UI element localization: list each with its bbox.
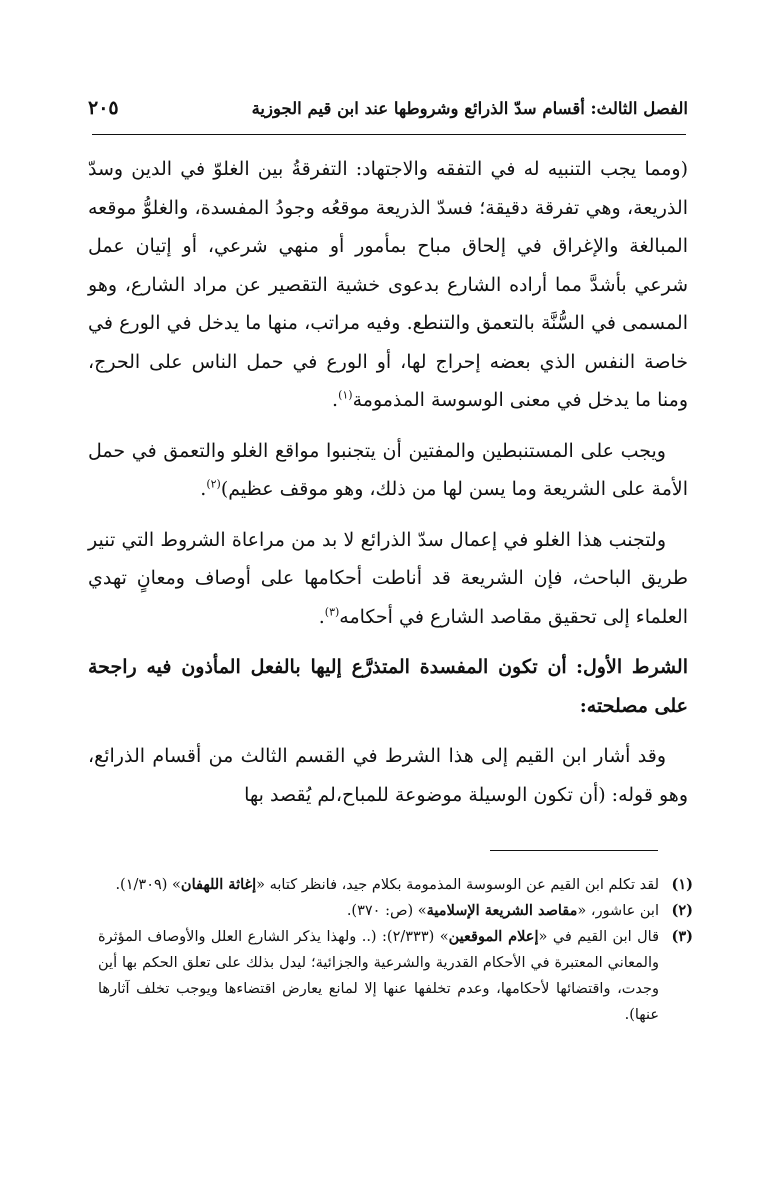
- paragraph-1-end: .: [332, 389, 339, 411]
- footnote-text: [98, 898, 659, 924]
- paragraph-1-text: (ومما يجب التنبيه له في التفقه والاجتهاد: التفرقةُ بين الغلوّ في الدين وسدّ الذريعة، وهي تفرقة دقيقة؛ فسدّ الذريعة موقعُه وجودُ المفسدة، والغلوُّ موقعه المبالغة والإغراق في إلحاق مباح بمأمور أو منهي شرعي، أو إتيان عمل شرعي بأشدَّ مما أراده الشارع بدعوى خشية التقصير عن مراد الشارع، وهو المسمى في السُّنَّة بالتعمق والتنطع. وفيه مراتب، منها ما يدخل في الورع في خاصة النفس الذي بعضه إحراج لها، أو الورع في حمل الناس على الحرج، ومنا ما يدخل في معنى الوسوسة المذمومة: [88, 158, 688, 411]
- footnote-text: [98, 872, 659, 898]
- paragraph-2-text: ويجب على المستنبطين والمفتين أن يتجنبوا مواقع الغلو والتعمق في حمل الأمة على الشريعة وما يسن لها من ذلك، وهو موقف عظيم): [88, 439, 688, 500]
- paragraph-3-end: .: [318, 605, 325, 628]
- footnote-text-post: » (١/٣٠٩).: [115, 877, 181, 893]
- paragraph-2: [88, 432, 688, 509]
- footnote-book-title: مقاصد الشريعة الإسلامية: [426, 902, 578, 919]
- paragraph-2-end: .: [200, 478, 207, 500]
- footnote-text-post: » (٢/٣٣٣): (.. ولهذا يذكر الشارع العلل والأوصاف المؤثرة والمعاني المعتبرة في الأحكام القدرية والشرعية والجزائية؛ ليدل بذلك على تعلق الحكم بها أين وجدت، واقتضائها لأحكامها، وعدم تخلفها عنها إلا لمانع يعارض اقتضاءها ويوجب تخلف آثارها عنها).: [98, 929, 659, 1023]
- paragraph-3: [88, 521, 688, 637]
- footnote-2: [98, 898, 693, 924]
- paragraph-1: [88, 150, 688, 420]
- running-header: [88, 86, 688, 130]
- condition-heading: [88, 648, 688, 725]
- footnote-book-title: إغاثة اللهفان: [180, 876, 257, 893]
- page-number: ٢٠٥: [88, 97, 119, 119]
- footnote-divider: [490, 850, 658, 851]
- footnote-3: [98, 924, 693, 1028]
- condition-text: أن تكون المفسدة المتذرَّع إليها بالفعل المأذون فيه راجحة على مصلحته:: [88, 656, 688, 717]
- footnote-number: (٣): [671, 928, 693, 945]
- footnote-ref-1[interactable]: (١): [338, 388, 353, 402]
- footnote-book-title: إعلام الموقعين: [448, 928, 539, 945]
- paragraph-3-text: ولتجنب هذا الغلو في إعمال سدّ الذرائع لا بد من مراعاة الشروط التي تنير طريق الباحث، فإن الشريعة قد أناطت أحكامها على أوصاف ومعانٍ تهدي العلماء إلى تحقيق مقاصد الشارع في أحكامه: [88, 528, 688, 628]
- paragraph-4: [88, 737, 688, 814]
- main-text: [88, 150, 688, 826]
- paragraph-4-text: وقد أشار ابن القيم إلى هذا الشرط في القسم الثالث من أقسام الذرائع، وهو قوله: (أن تكون الوسيلة موضوعة للمباح،لم يُقصد بها: [88, 745, 688, 806]
- footnote-text: [98, 924, 659, 1028]
- condition-label: الشرط الأول:: [575, 656, 688, 678]
- chapter-title: الفصل الثالث: أقسام سدّ الذرائع وشروطها عند ابن قيم الجوزية: [251, 98, 688, 118]
- footnote-1: [98, 872, 693, 898]
- footnote-ref-3[interactable]: (٣): [324, 605, 340, 619]
- footnote-number: (١): [671, 876, 693, 893]
- footnote-text-pre: لقد تكلم ابن القيم عن الوسوسة المذمومة بكلام جيد، فانظر كتابه «: [256, 877, 659, 893]
- footnote-ref-2[interactable]: (٢): [206, 477, 221, 491]
- footnote-text-pre: ابن عاشور، «: [577, 903, 659, 919]
- footnote-text-pre: قال ابن القيم في «: [538, 929, 659, 945]
- footnotes: [98, 872, 693, 1028]
- footnote-text-post: » (ص: ٣٧٠).: [346, 903, 427, 919]
- footnote-number: (٢): [671, 902, 693, 919]
- header-divider: [92, 134, 686, 135]
